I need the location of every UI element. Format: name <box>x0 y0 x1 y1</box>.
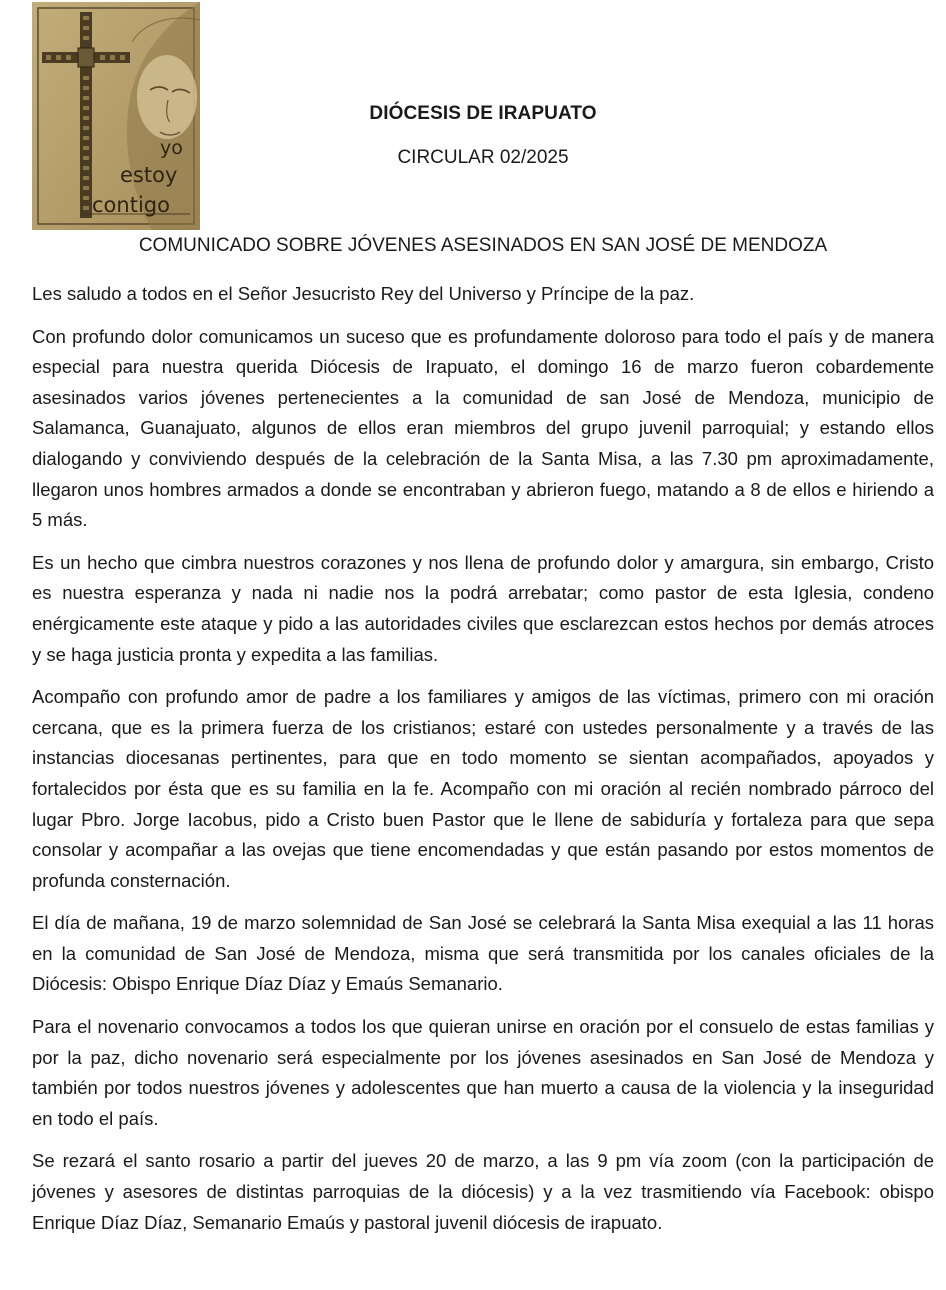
diocese-title: DIÓCESIS DE IRAPUATO <box>369 103 597 124</box>
paragraph-condemnation: Es un hecho que cimbra nuestros corazones y nos llena de profundo dolor y amargura, sin embargo, Cristo es nuestra esperanza y nada ni nadie nos la podrá arrebatar; como pastor de esta Iglesia, condeno enérgicamente este ataque y pido a las autoridades civiles que esclarezcan estos hechos por demás atroces y se haga justicia pronta y expedita a las familias. <box>32 551 934 665</box>
subject-line: COMUNICADO SOBRE JÓVENES ASESINADOS EN SAN JOSÉ DE MENDOZA <box>138 235 828 256</box>
paragraph-accompaniment: Acompaño con profundo amor de padre a los familiares y amigos de las víctimas, primero con mi oración cercana, que es la primera fuerza de los cristianos; estaré con ustedes personalmente y a través de las instancias diocesanas pertinentes, para que en todo momento se sientan acompañados, apoyados y fortalecidos por ésta que es su familia en la fe. Acompaño con mi oración al recién nombrado párroco del lugar Pbro. Jorge Iacobus, pido a Cristo buen Pastor que le llene de sabiduría y fortaleza para que sepa consolar y acompañar a las ovejas que tiene encomendadas y que están pasando por estos momentos de profunda consternación. <box>32 686 934 891</box>
paragraph-novena: Para el novenario convocamos a todos los que quieran unirse en oración por el consuelo de estas familias y por la paz, dicho novenario será especialmente por los jóvenes asesinados en San José de Mendoza y también por todos nuestros jóvenes y adolescentes que han muerto a causa de la violencia y la inseguridad en todo el país. <box>32 1016 934 1129</box>
logo-text-line2: estoy <box>120 163 178 187</box>
letter-body <box>32 279 934 1250</box>
paragraph-greeting: Les saludo a todos en el Señor Jesucristo Rey del Universo y Príncipe de la paz. <box>32 283 695 304</box>
logo-text-line1: yo <box>160 137 183 159</box>
logo-text-line3: contigo <box>92 193 170 217</box>
paragraph-event: Con profundo dolor comunicamos un suceso que es profundamente doloroso para todo el país y de manera especial para nuestra querida Diócesis de Irapuato, el domingo 16 de marzo fueron cobardemente asesinados varios jóvenes pertenecientes a la comunidad de san José de Mendoza, municipio de Salamanca, Guanajuato, algunos de ellos eran miembros del grupo juvenil parroquial; y estando ellos dialogando y conviviendo después de la celebración de la Santa Misa, a las 7.30 pm aproximadamente, llegaron unos hombres armados a donde se encontraban y abrieron fuego, matando a 8 de ellos e hiriendo a 5 más. <box>32 325 934 531</box>
paragraph-funeral-mass: El día de mañana, 19 de marzo solemnidad de San José se celebrará la Santa Misa exequial a las 11 horas en la comunidad de San José de Mendoza, misma que será transmitida por los canales oficiales de la Diócesis: Obispo Enrique Díaz Díaz y Emaús Semanario. <box>32 912 934 995</box>
diocese-logo <box>32 2 200 230</box>
circular-number: CIRCULAR 02/2025 <box>397 147 569 168</box>
paragraph-rosary: Se rezará el santo rosario a partir del jueves 20 de marzo, a las 9 pm vía zoom (con la participación de jóvenes y asesores de distintas parroquias de la diócesis) y a la vez trasmitiendo vía Facebook: obispo Enrique Díaz Díaz, Semanario Emaús y pastoral juvenil diócesis de irapuato. <box>32 1150 934 1233</box>
